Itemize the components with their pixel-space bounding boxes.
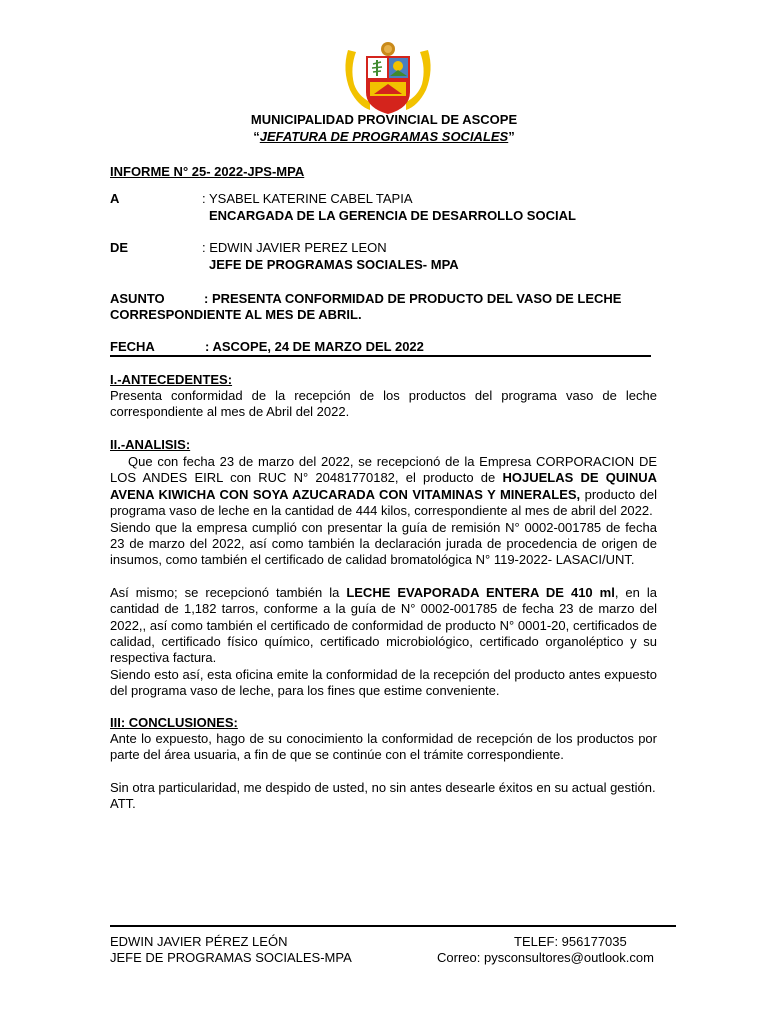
conclusiones-paragraph-1: Ante lo expuesto, hago de su conocimiento la conformidad de recepción de los productos por parte del área usuaria, a fin de que se continúe con el trámite correspondiente. bbox=[110, 731, 657, 763]
analisis-p1-text: Que con fecha 23 de marzo del 2022, se recepcionó de la Empresa CORPORACION DE LOS ANDES EIRL con RUC N° 20481770182, el producto de bbox=[110, 454, 657, 486]
to-label: A bbox=[110, 191, 120, 206]
section-analisis-heading: II.-ANALISIS: bbox=[110, 437, 191, 452]
analisis-paragraph-1 bbox=[110, 454, 657, 520]
to-role: ENCARGADA DE LA GERENCIA DE DESARROLLO SOCIAL bbox=[209, 208, 576, 223]
conclusiones-paragraph-2: Sin otra particularidad, me despido de usted, no sin antes desearle éxitos en su actual gestión. bbox=[110, 779, 656, 795]
report-title: INFORME N° 25- 2022-JPS-MPA bbox=[110, 164, 305, 179]
product-name-leche: LECHE EVAPORADA ENTERA DE 410 ml bbox=[346, 584, 615, 600]
footer-role: JEFE DE PROGRAMAS SOCIALES-MPA bbox=[110, 950, 352, 965]
date-label: FECHA bbox=[110, 339, 155, 354]
date-value: : ASCOPE, 24 DE MARZO DEL 2022 bbox=[205, 339, 424, 354]
organization-name: MUNICIPALIDAD PROVINCIAL DE ASCOPE bbox=[250, 112, 518, 127]
closing-att: ATT. bbox=[110, 796, 136, 812]
analisis-paragraph-4: Siendo esto así, esta oficina emite la conformidad de la recepción del producto antes expuesto del programa vaso de leche, para los fines que estime conveniente. bbox=[110, 666, 657, 699]
analisis-paragraph-2: Siendo que la empresa cumplió con presentar la guía de remisión N° 0002-001785 de fecha 23 de marzo del 2022, así como también la declaración jurada de procedencia de origen de insumos, como también el certificado de calidad bromatológica N° 119-2022- LASACI/UNT. bbox=[110, 519, 657, 568]
header-divider bbox=[110, 355, 651, 357]
from-name: : EDWIN JAVIER PEREZ LEON bbox=[202, 240, 387, 255]
analisis-p3-text: Así mismo; se recepcionó también la bbox=[110, 584, 347, 600]
from-label: DE bbox=[110, 240, 129, 255]
office-title: JEFATURA DE PROGRAMAS SOCIALES bbox=[259, 129, 509, 144]
footer-email[interactable]: Correo: pysconsultores@outlook.com bbox=[437, 950, 654, 965]
conclusiones-body bbox=[110, 731, 657, 813]
quote-open: “ bbox=[253, 129, 260, 144]
quote-close: ” bbox=[508, 129, 515, 144]
product-name-quinua: HOJUELAS DE QUINUA AVENA KIWICHA CON SOYA AZUCARADA CON VITAMINAS Y MINERALES, bbox=[110, 470, 657, 502]
footer-phone: TELEF: 956177035 bbox=[514, 934, 627, 949]
municipal-crest-icon bbox=[340, 40, 436, 116]
footer-divider bbox=[110, 925, 676, 927]
subject-label: ASUNTO bbox=[110, 291, 165, 306]
office-name bbox=[0, 129, 768, 144]
section-antecedentes-heading: I.-ANTECEDENTES: bbox=[110, 372, 233, 387]
analisis-p3-text-end: , en la cantidad de 1,182 tarros, conforme a la guía de N° 0002-001785 de fecha 23 de marzo del 2022,, así como también el certificado de conformidad de producto N° 0001-20, certificados de calidad, certificado físico químico, certificado microbiológico, certificado organoléptico y su respectiva factura. bbox=[110, 584, 657, 666]
section-conclusiones-heading: III: CONCLUSIONES: bbox=[110, 715, 238, 730]
subject-line-2: CORRESPONDIENTE AL MES DE ABRIL. bbox=[110, 307, 362, 322]
antecedentes-paragraph: Presenta conformidad de la recepción de los productos del programa vaso de leche correspondiente al mes de Abril del 2022. bbox=[110, 388, 657, 420]
analisis-body bbox=[110, 454, 657, 700]
from-role: JEFE DE PROGRAMAS SOCIALES- MPA bbox=[209, 257, 459, 272]
to-name: : YSABEL KATERINE CABEL TAPIA bbox=[202, 191, 413, 206]
subject-line-1: : PRESENTA CONFORMIDAD DE PRODUCTO DEL VASO DE LECHE bbox=[204, 291, 622, 306]
analisis-p1-text-end: producto del programa vaso de leche en la cantidad de 444 kilos, correspondiente al mes de abril del 2022. bbox=[110, 486, 657, 519]
analisis-paragraph-3 bbox=[110, 585, 657, 667]
footer-name: EDWIN JAVIER PÉREZ LEÓN bbox=[110, 934, 288, 949]
antecedentes-text bbox=[110, 388, 657, 421]
